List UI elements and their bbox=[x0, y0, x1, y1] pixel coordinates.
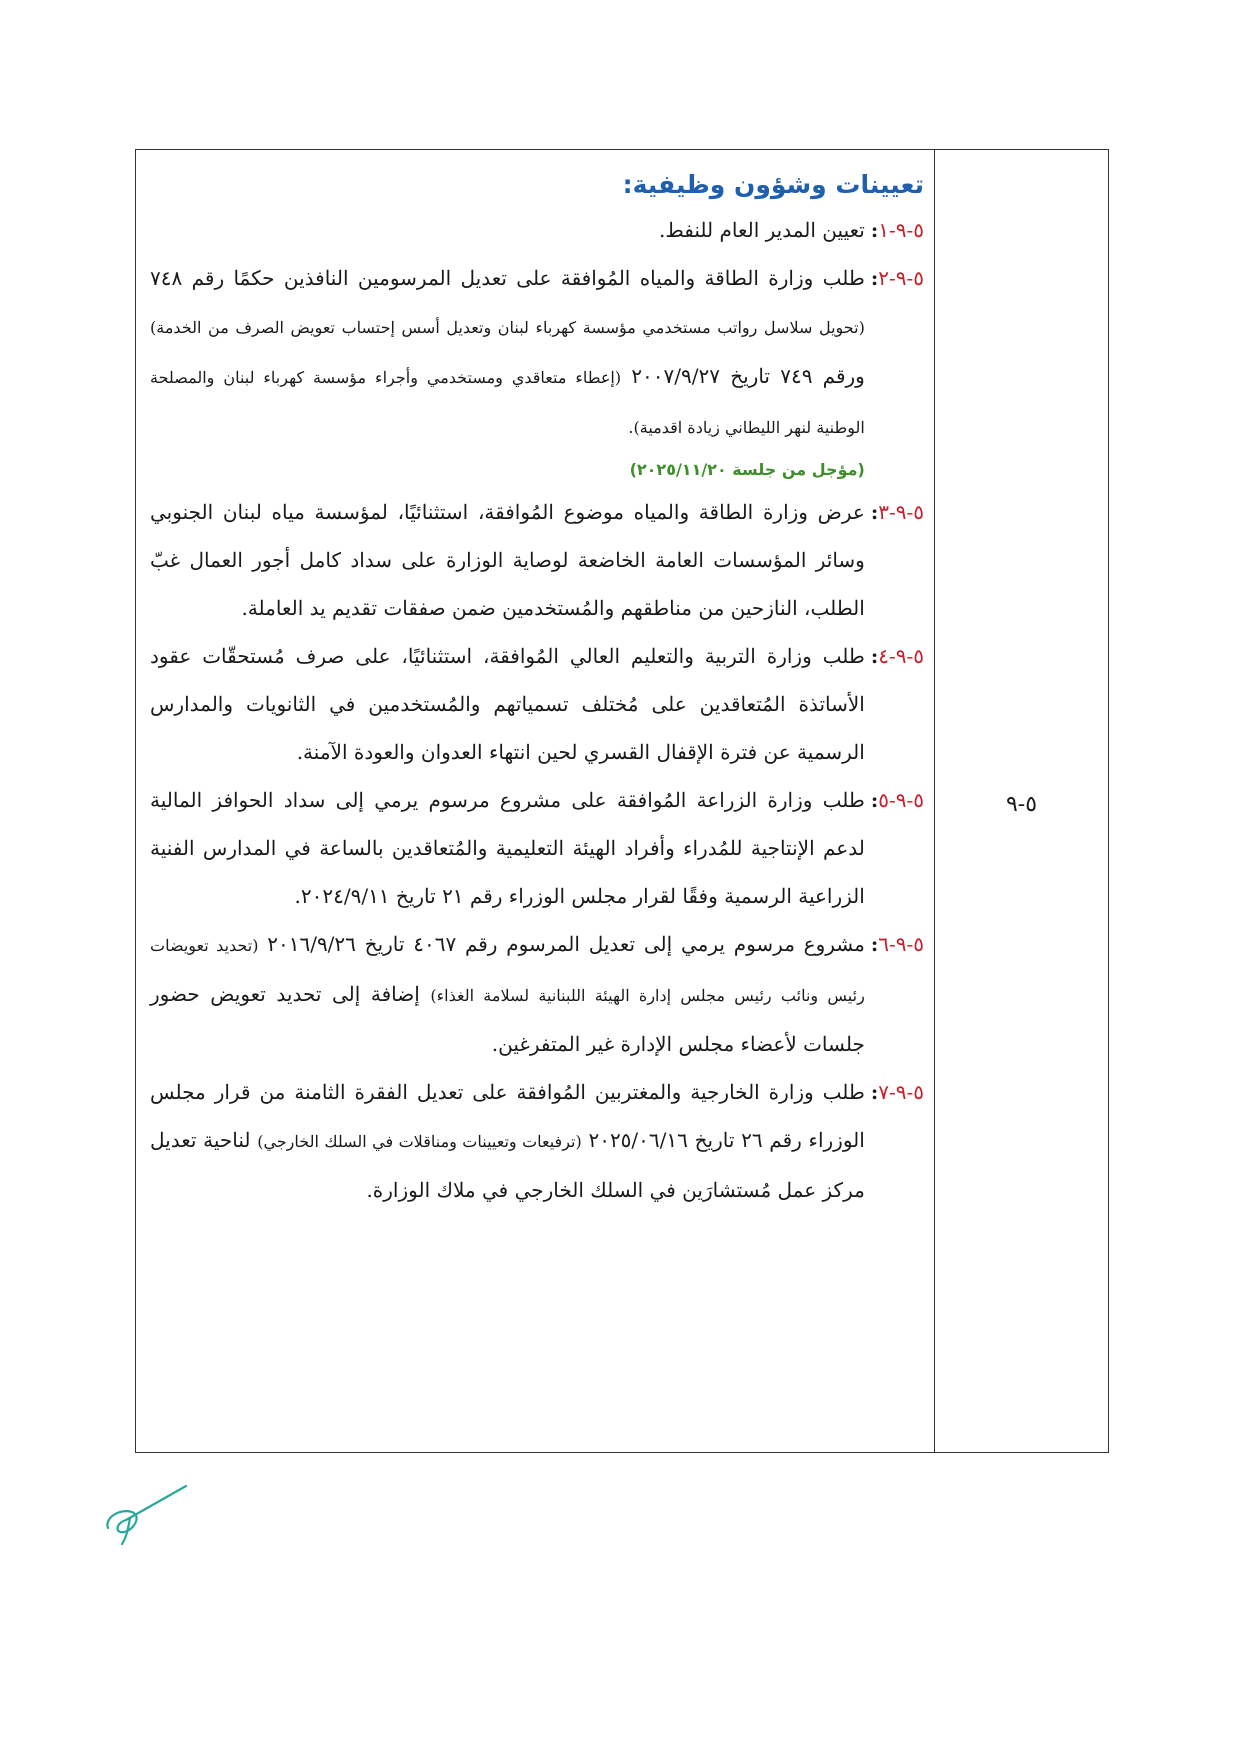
agenda-item: ٥-٩-٤ : طلب وزارة التربية والتعليم العالي المُوافقة، استثنائيًا، على صرف مُستحقّات عقود الأساتذة المُتعاقدين على مُختلف تسمياتهم والمُستخدمين في الثانويات والمدارس الرسمية عن فترة الإقفال القسري لحين انتهاء العدوان والعودة الآمنة. bbox=[150, 632, 924, 776]
agenda-item: ٥-٩-١ : تعيين المدير العام للنفط. bbox=[150, 206, 924, 254]
section-heading: تعيينات وشؤون وظيفية: bbox=[622, 170, 924, 199]
item-number: ٥-٩-٧ bbox=[878, 1080, 924, 1104]
item-text: عرض وزارة الطاقة والمياه موضوع المُوافقة، استثنائيًا، لمؤسسة مياه لبنان الجنوبي وسائر المؤسسات العامة الخاضعة لوصاية الوزارة على سداد كامل أجور العمال غبّ الطلب، النازحين من مناطقهم والمُستخدمين ضمن صفقات تقديم يد العاملة. bbox=[150, 500, 865, 620]
item-number: ٥-٩-٤ bbox=[878, 644, 924, 668]
postponed-note: (مؤجل من جلسة ٢٠٢٥/١١/٢٠) bbox=[629, 460, 865, 479]
item-text: طلب وزارة الزراعة المُوافقة على مشروع مرسوم يرمي إلى سداد الحوافز المالية لدعم الإنتاجية للمُدراء وأفراد الهيئة التعليمية والمُتعاقدين بالساعة في المدارس الفنية الزراعية الرسمية وفقًا لقرار مجلس الوزراء رقم ٢١ تاريخ ٢٠٢٤/٩/١١. bbox=[150, 788, 865, 908]
section-number: ٥-٩ bbox=[1005, 792, 1038, 817]
item-text: مشروع مرسوم يرمي إلى تعديل المرسوم رقم ٤٠٦٧ تاريخ ٢٠١٦/٩/٢٦ (تحديد تعويضات رئيس ونائب رئيس مجلس إدارة الهيئة اللبنانية لسلامة الغذاء) إضافة إلى تحديد تعويض حضور جلسات لأعضاء مجلس الإدارة غير المتفرغين. bbox=[150, 932, 865, 1056]
agenda-content-cell bbox=[136, 150, 934, 1452]
handwritten-signature bbox=[100, 1478, 210, 1548]
item-text: طلب وزارة الطاقة والمياه المُوافقة على تعديل المرسومين النافذين حكمًا رقم ٧٤٨ (تحويل سلاسل رواتب مستخدمي مؤسسة كهرباء لبنان وتعديل أسس إحتساب تعويض الصرف من الخدمة) ورقم ٧٤٩ تاريخ ٢٠٠٧/٩/٢٧ (إعطاء متعاقدي ومستخدمي وأجراء مؤسسة كهرباء لبنان والمصلحة الوطنية لنهر الليطاني زيادة اقدمية). (مؤجل من جلسة ٢٠٢٥/١١/٢٠) bbox=[150, 254, 865, 488]
agenda-item: ٥-٩-٢ : طلب وزارة الطاقة والمياه المُوافقة على تعديل المرسومين النافذين حكمًا رقم ٧٤٨ (تحويل سلاسل رواتب مستخدمي مؤسسة كهرباء لبنان وتعديل أسس إحتساب تعويض الصرف من الخدمة) ورقم ٧٤٩ تاريخ ٢٠٠٧/٩/٢٧ (إعطاء متعاقدي ومستخدمي وأجراء مؤسسة كهرباء لبنان والمصلحة الوطنية لنهر الليطاني زيادة اقدمية). (مؤجل من جلسة ٢٠٢٥/١١/٢٠) bbox=[150, 254, 924, 488]
agenda-table bbox=[135, 149, 1109, 1453]
agenda-item: ٥-٩-٦ : مشروع مرسوم يرمي إلى تعديل المرسوم رقم ٤٠٦٧ تاريخ ٢٠١٦/٩/٢٦ (تحديد تعويضات رئيس ونائب رئيس مجلس إدارة الهيئة اللبنانية لسلامة الغذاء) إضافة إلى تحديد تعويض حضور جلسات لأعضاء مجلس الإدارة غير المتفرغين. bbox=[150, 920, 924, 1068]
agenda-item: ٥-٩-٣ : عرض وزارة الطاقة والمياه موضوع المُوافقة، استثنائيًا، لمؤسسة مياه لبنان الجنوبي وسائر المؤسسات العامة الخاضعة لوصاية الوزارة على سداد كامل أجور العمال غبّ الطلب، النازحين من مناطقهم والمُستخدمين ضمن صفقات تقديم يد العاملة. bbox=[150, 488, 924, 632]
agenda-item: ٥-٩-٥ : طلب وزارة الزراعة المُوافقة على مشروع مرسوم يرمي إلى سداد الحوافز المالية لدعم الإنتاجية للمُدراء وأفراد الهيئة التعليمية والمُتعاقدين بالساعة في المدارس الفنية الزراعية الرسمية وفقًا لقرار مجلس الوزراء رقم ٢١ تاريخ ٢٠٢٤/٩/١١. bbox=[150, 776, 924, 920]
section-number-cell bbox=[934, 150, 1108, 1452]
item-number: ٥-٩-٣ bbox=[878, 500, 924, 524]
item-number: ٥-٩-١ bbox=[878, 218, 924, 242]
item-number: ٥-٩-٢ bbox=[878, 266, 924, 290]
item-number: ٥-٩-٥ bbox=[878, 788, 924, 812]
item-text: تعيين المدير العام للنفط. bbox=[658, 218, 865, 242]
agenda-item: ٥-٩-٧ : طلب وزارة الخارجية والمغتربين المُوافقة على تعديل الفقرة الثامنة من قرار مجلس الوزراء رقم ٢٦ تاريخ ٢٠٢٥/٠٦/١٦ (ترفيعات وتعيينات ومناقلات في السلك الخارجي) لناحية تعديل مركز عمل مُستشارَين في السلك الخارجي في ملاك الوزارة. bbox=[150, 1068, 924, 1214]
item-text: طلب وزارة الخارجية والمغتربين المُوافقة على تعديل الفقرة الثامنة من قرار مجلس الوزراء رقم ٢٦ تاريخ ٢٠٢٥/٠٦/١٦ (ترفيعات وتعيينات ومناقلات في السلك الخارجي) لناحية تعديل مركز عمل مُستشارَين في السلك الخارجي في ملاك الوزارة. bbox=[150, 1080, 865, 1202]
item-text: طلب وزارة التربية والتعليم العالي المُوافقة، استثنائيًا، على صرف مُستحقّات عقود الأساتذة المُتعاقدين على مُختلف تسمياتهم والمُستخدمين في الثانويات والمدارس الرسمية عن فترة الإقفال القسري لحين انتهاء العدوان والعودة الآمنة. bbox=[150, 644, 865, 764]
item-number: ٥-٩-٦ bbox=[878, 932, 924, 956]
